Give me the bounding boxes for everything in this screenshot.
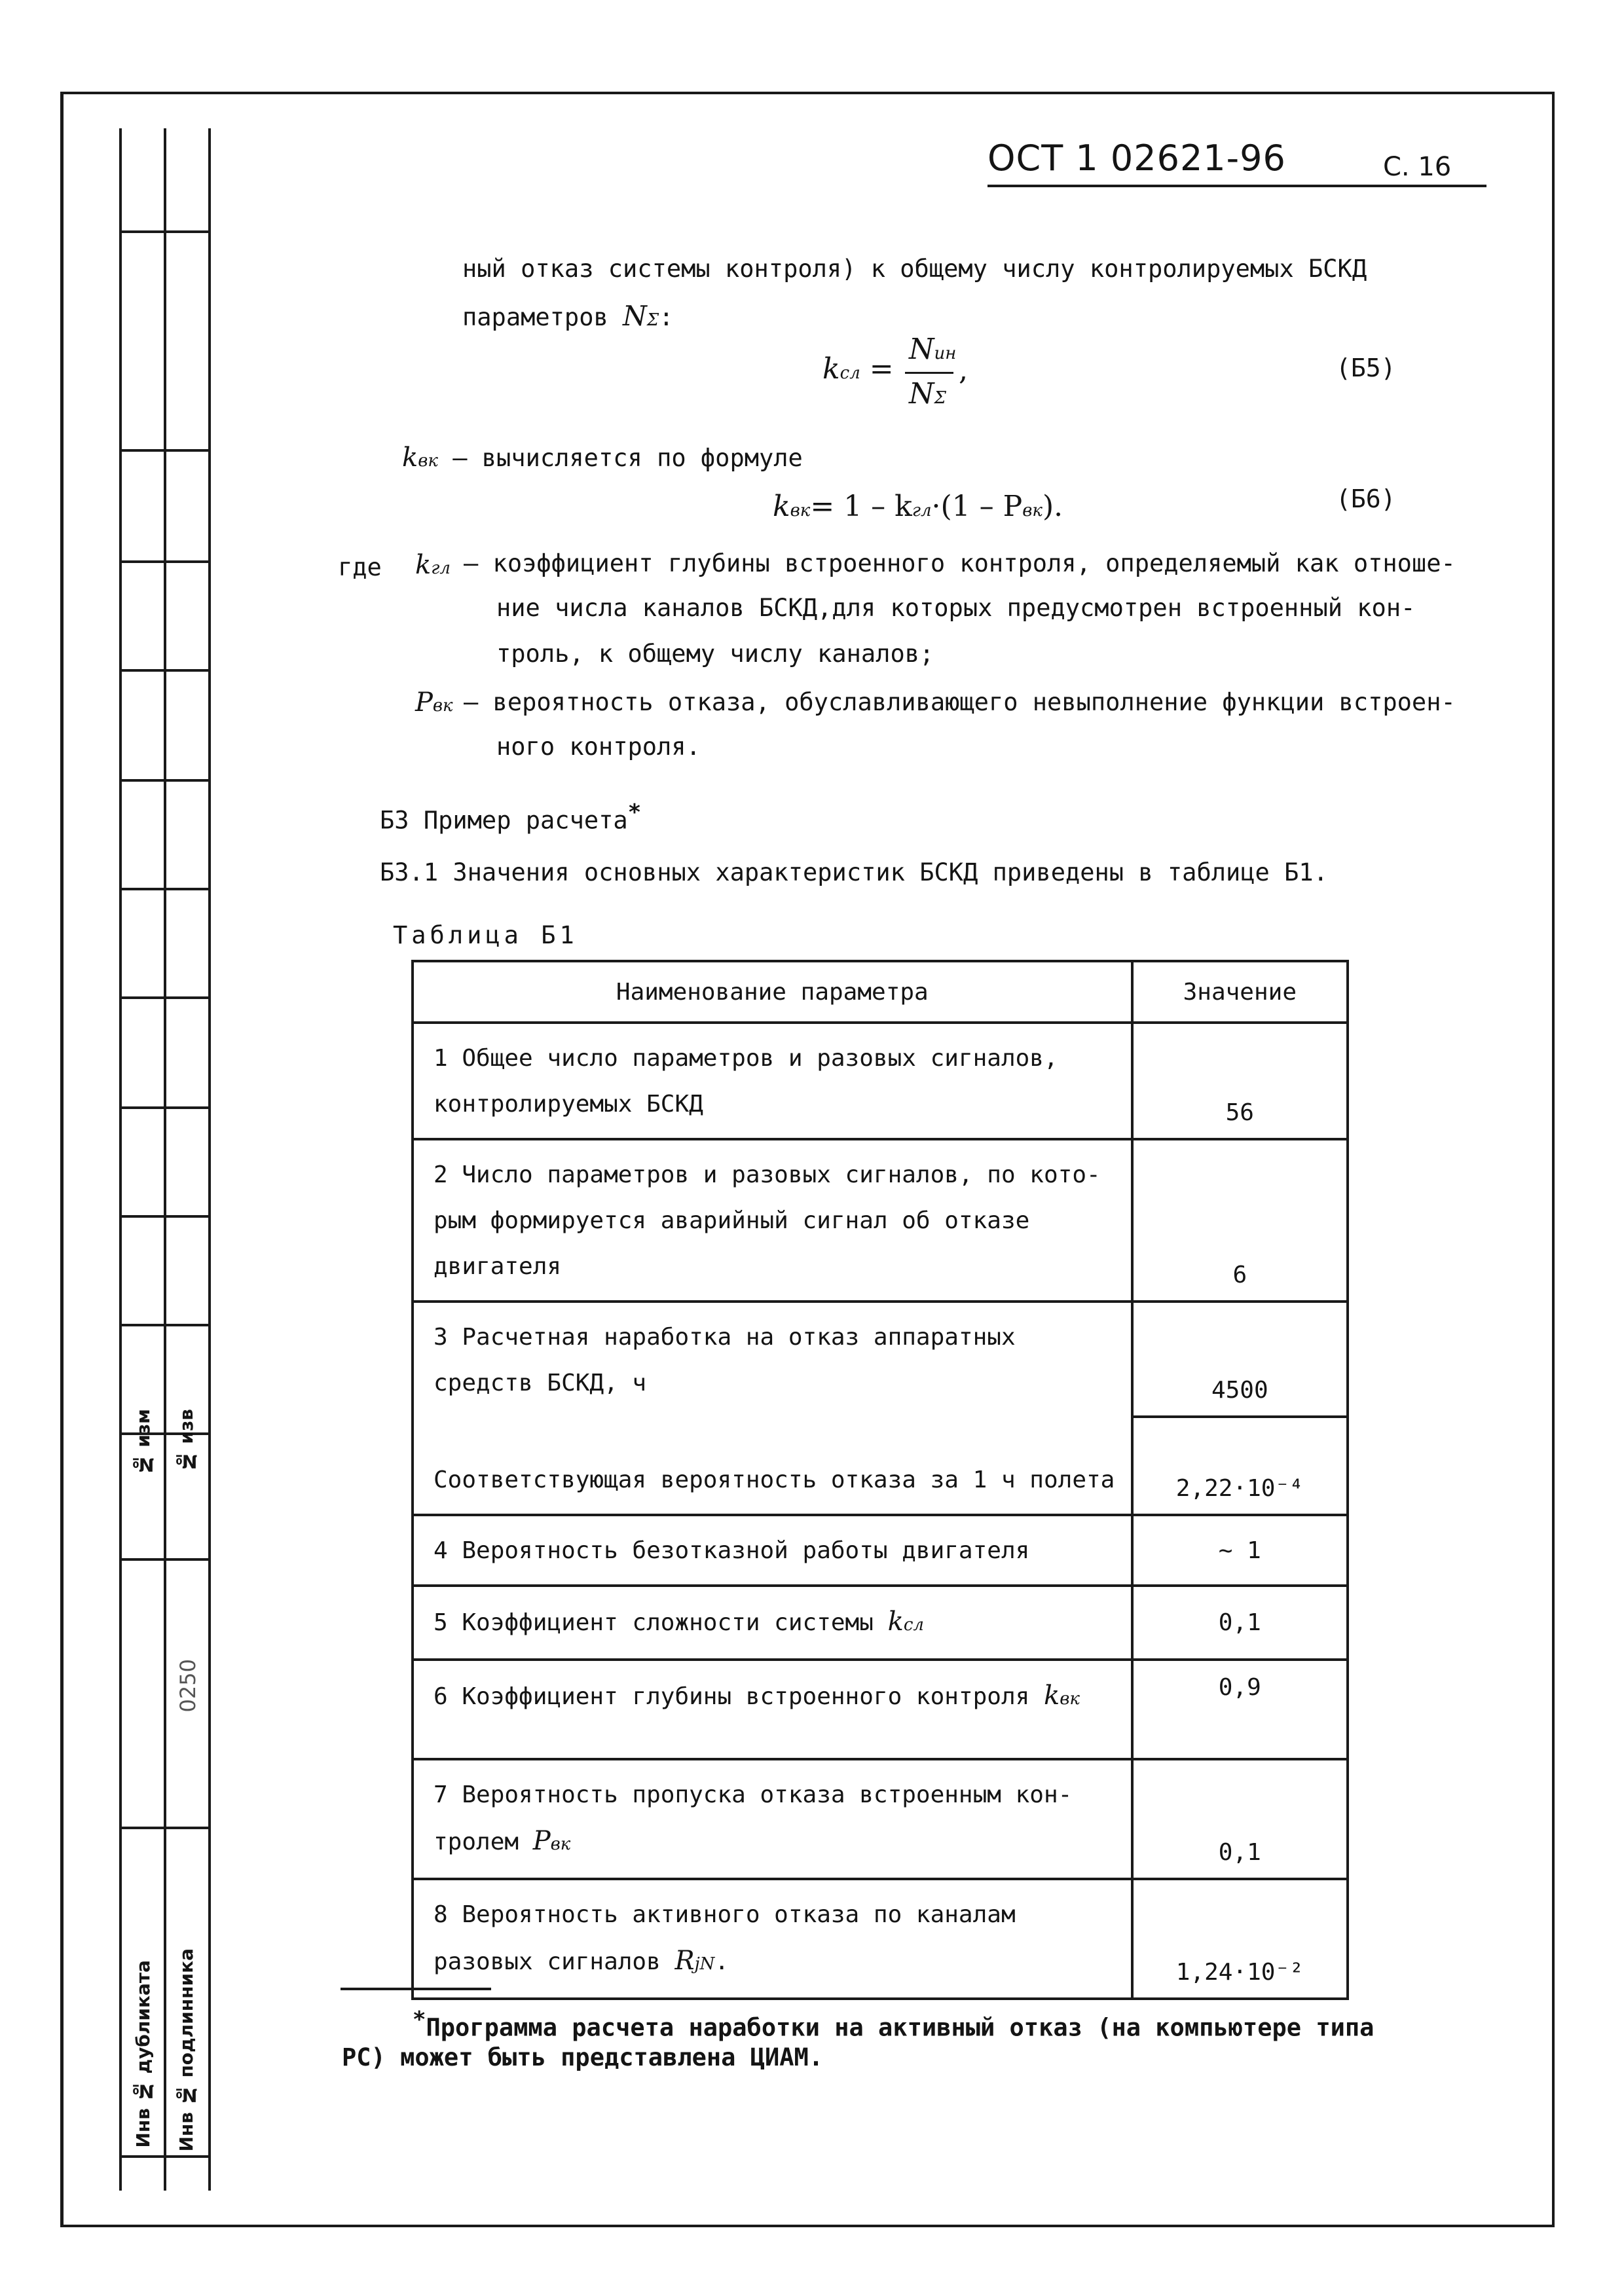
header-underline — [987, 185, 1486, 187]
pvk-text-line-2: ного контроля. — [496, 733, 701, 761]
row-7-name: 7 Вероятность пропуска отказа встроенным кон- тролем Pвк — [413, 1759, 1132, 1879]
row-1-name: 1 Общее число параметров и разовых сигналов, контролируемых БСКД — [413, 1023, 1132, 1139]
side-stamp-column — [119, 128, 210, 2191]
side-label-change-number: № изм — [132, 1409, 154, 1476]
document-code: ОСТ 1 02621-96 — [987, 137, 1286, 179]
kgl-text-line-2: ние числа каналов БСКД,для которых предусмотрен встроенный кон- — [496, 594, 1416, 622]
table-caption: Таблица Б1 — [393, 921, 578, 949]
fraction-bar — [905, 372, 953, 374]
row-3b-name: Соответствующая вероятность отказа за 1 ч полета — [413, 1417, 1132, 1515]
row-7-value: 0,1 — [1132, 1759, 1348, 1879]
text-line-2: параметров NΣ: — [462, 300, 674, 332]
footnote-separator — [341, 1988, 491, 1990]
row-8-name: 8 Вероятность активного отказа по каналам разовых сигналов RjN. — [413, 1879, 1132, 1999]
text-line-1: ный отказ системы контроля) к общему числу контролируемых БСКД — [462, 255, 1367, 283]
row-3b-value: 2,22·10⁻⁴ — [1132, 1417, 1348, 1515]
table-row — [413, 1302, 1348, 1417]
table-row — [413, 1023, 1348, 1139]
side-label-notice-number: № изв — [175, 1409, 197, 1472]
side-label-archive-code: 0250 — [175, 1659, 200, 1713]
row-2-value: 6 — [1132, 1139, 1348, 1302]
formula-b5-denominator: NΣ — [909, 377, 946, 410]
formula-b5-comma: , — [959, 354, 968, 387]
formula-b5: kсл = — [822, 352, 894, 386]
kgl-text-line-3: троль, к общему числу каналов; — [496, 640, 934, 668]
section-b3-heading: Б3 Пример расчета* — [380, 799, 642, 835]
row-1-value: 56 — [1132, 1023, 1348, 1139]
formula-b5-numerator: Nин — [909, 333, 957, 366]
table-row — [413, 1586, 1348, 1660]
where-label: где — [338, 553, 382, 581]
header-value: Значение — [1132, 961, 1348, 1023]
paragraph-b3-1: Б3.1 Значения основных характеристик БСКД приведены в таблице Б1. — [380, 858, 1328, 886]
row-2-name: 2 Число параметров и разовых сигналов, по кото- рым формируется аварийный сигнал об отказе двигателя — [413, 1139, 1132, 1302]
equation-number-b6: (Б6) — [1336, 484, 1396, 513]
footnote-line-1: *Программа расчета наработки на активный отказ (на компьютере типа — [413, 2007, 1375, 2042]
row-4-name: 4 Вероятность безотказной работы двигателя — [413, 1515, 1132, 1586]
table-row — [413, 1417, 1348, 1515]
table-row — [413, 1660, 1348, 1759]
kgl-text-line-1: – коэффициент глубины встроенного контроля, определяемый как отноше- — [464, 549, 1456, 577]
row-4-value: ~ 1 — [1132, 1515, 1348, 1586]
page-number: С. 16 — [1383, 152, 1452, 182]
pvk-symbol: Pвк — [415, 687, 453, 718]
kvk-definition: kвк – вычисляется по формуле — [402, 443, 803, 473]
footnote-line-2: РС) может быть представлена ЦИАМ. — [342, 2043, 824, 2071]
table-row — [413, 1759, 1348, 1879]
equation-number-b5: (Б5) — [1336, 354, 1396, 382]
table-row — [413, 1139, 1348, 1302]
side-label-duplicate-inventory: Инв № дубликата — [132, 1960, 154, 2148]
row-6-name: 6 Коэффициент глубины встроенного контроля kвк — [413, 1660, 1132, 1759]
header-parameter-name: Наименование параметра — [413, 961, 1132, 1023]
kgl-symbol: kгл — [415, 550, 451, 580]
row-3-name: 3 Расчетная наработка на отказ аппаратных средств БСКД, ч — [413, 1302, 1132, 1417]
row-5-value: 0,1 — [1132, 1586, 1348, 1660]
table-row — [413, 1879, 1348, 1999]
table-header-row — [413, 961, 1348, 1023]
row-3-value: 4500 — [1132, 1302, 1348, 1417]
side-label-original-inventory: Инв № подлинника — [175, 1948, 197, 2152]
table-row — [413, 1515, 1348, 1586]
parameters-table — [411, 960, 1349, 2000]
row-6-value: 0,9 — [1132, 1660, 1348, 1759]
pvk-text-line-1: – вероятность отказа, обуславливающего невыполнение функции встроен- — [464, 688, 1456, 716]
row-5-name: 5 Коэффициент сложности системы kсл — [413, 1586, 1132, 1660]
formula-b6: kвк= 1 – kгл·(1 – Pвк). — [773, 490, 1063, 523]
row-8-value: 1,24·10⁻² — [1132, 1879, 1348, 1999]
